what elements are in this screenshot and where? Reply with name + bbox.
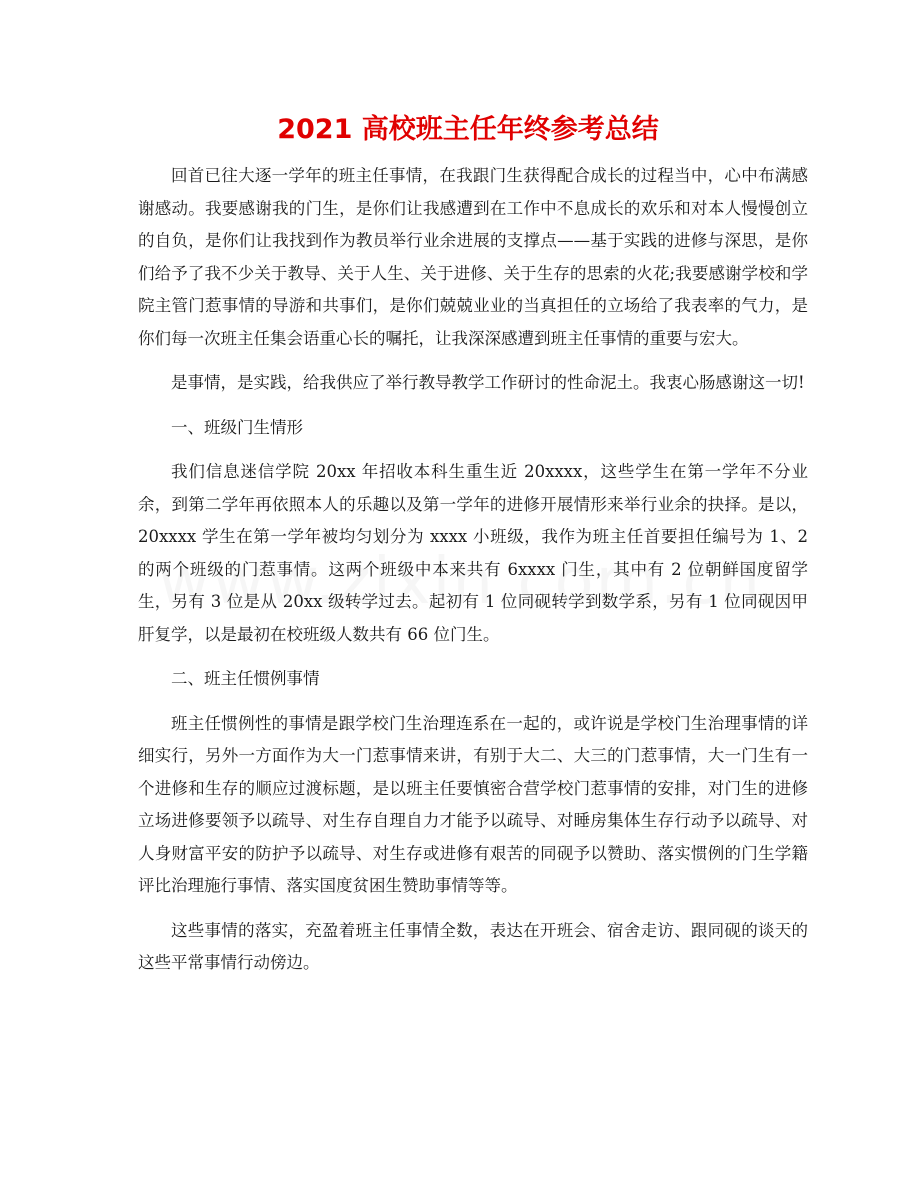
paragraph-routine-work: 班主任惯例性的事情是跟学校门生治理连系在一起的，或许说是学校门生治理事情的详细实行，另外一方面作为大一门惹事情来讲，有别于大二、大三的门惹事情，大一门生有一个进修和生存的顺应过渡标题，是以班主任要慎密合营学校门惹事情的安排，对门生的进修立场进修要领予以疏导、对生存自理自力才能予以疏导、对睡房集体生存行动予以疏导、对人身财富平安的防护予以疏导、对生存或进修有艰苦的同砚予以赞助、落实惯例的门生学籍评比治理施行事情、落实国度贫困生赞助事情等等。 [138,713,808,895]
section-heading-class-situation: 一、班级门生情形 [171,417,303,437]
paragraph-intro: 回首已往大逐一学年的班主任事情，在我跟门生获得配合成长的过程当中，心中布满感谢感动。我要感谢我的门生，是你们让我感遭到在工作中不息成长的欢乐和对本人慢慢创立的自负，是你们让我找到作为教员举行业余进展的支撑点——基于实践的进修与深思，是你们给予了我不少关于教导、关于人生、关于进修、关于生存的思索的火花;我要感谢学校和学院主管门惹事情的导游和共事们，是你们兢兢业业的当真担任的立场给了我表率的气力，是你们每一次班主任集会语重心长的嘱托，让我深深感遭到班主任事情的重要与宏大。 [138,166,808,348]
document-title: 2021 高校班主任年终参考总结 [277,114,659,145]
paragraph-class-situation: 我们信息迷信学院 20xx 年招收本科生重生近 20xxxx，这些学生在第一学年不分业余，到第二学年再依照本人的乐趣以及第一学年的进修开展情形来举行业余的抉择。是以，20xxxx 学生在第一学年被均匀划分为 xxxx 小班级，我作为班主任首要担任编号为 1、2 的两个班级的门惹事情。这两个班级中本来共有 6xxxx 门生，其中有 2 位朝鲜国度留学生，另有 3 位是从 20xx 级转学过去。起初有 1 位同砚转学到数学系，另有 1 位同砚因甲肝复学，以是最初在校班级人数共有 66 位门生。 [138,462,808,644]
paragraph-thanks: 是事情，是实践，给我供应了举行教导教学工作研讨的性命泥土。我衷心肠感谢这一切! [171,373,805,392]
section-heading-routine-work: 二、班主任惯例事情 [171,669,320,688]
paragraph-implementation: 这些事情的落实，充盈着班主任事情全数，表达在开班会、宿舍走访、跟同砚的谈天的这些平常事情行动傍边。 [138,920,808,972]
